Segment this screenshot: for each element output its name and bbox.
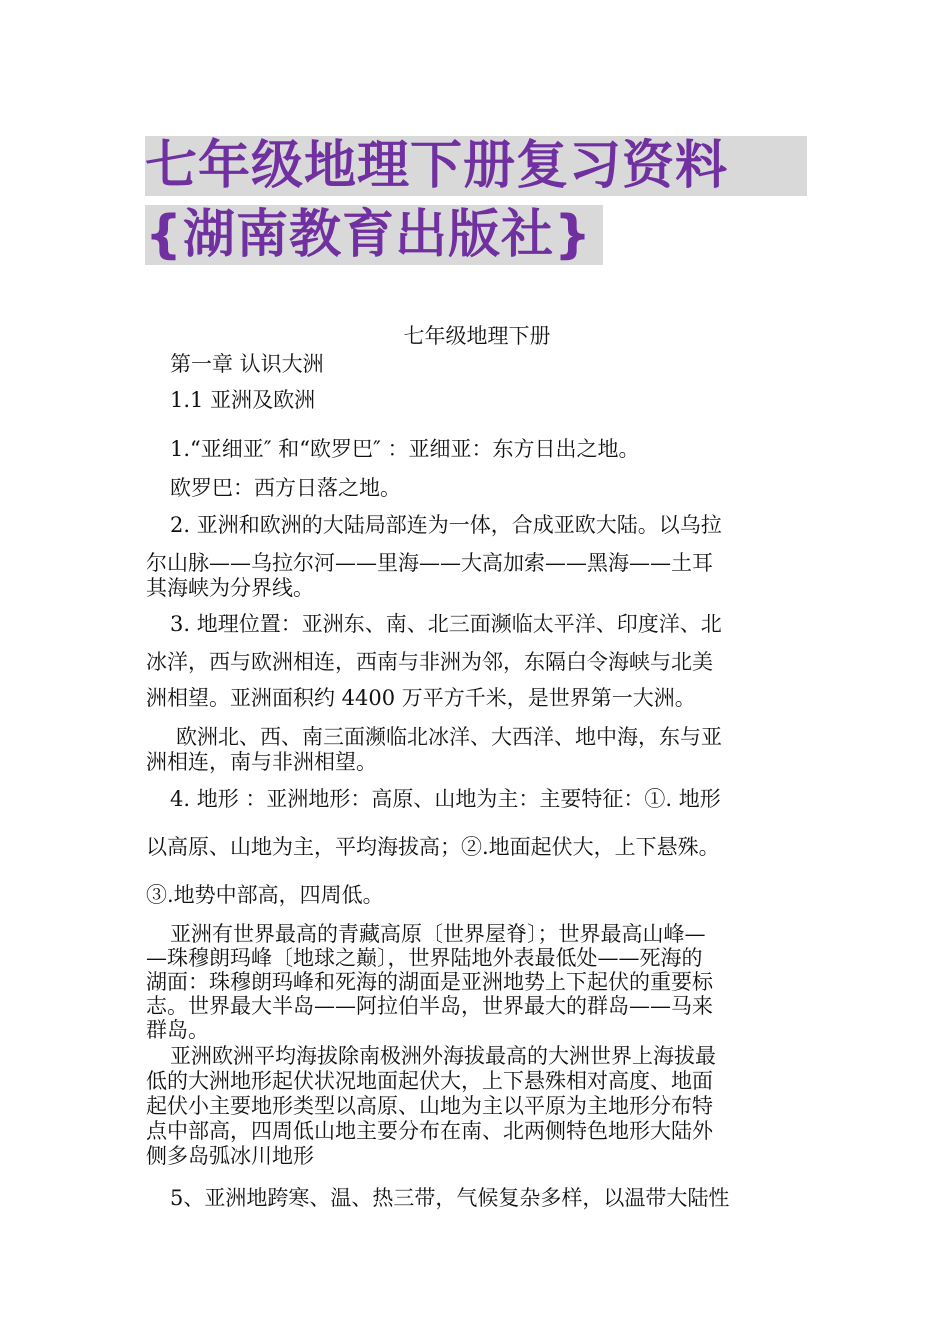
chapter-heading: 第一章 认识大洲	[170, 352, 324, 376]
paragraph-line: 3. 地理位置：亚洲东、南、北三面濒临太平洋、印度洋、北	[170, 612, 722, 636]
paragraph-line: 亚洲欧洲平均海拔除南极洲外海拔最高的大洲世界上海拔最	[170, 1044, 716, 1068]
paragraph-line: 5、亚洲地跨寒、温、热三带，气候复杂多样，以温带大陆性	[170, 1186, 730, 1210]
paragraph-line: 其海峡为分界线。	[146, 576, 314, 600]
section-heading: 1.1 亚洲及欧洲	[170, 388, 316, 412]
paragraph-line: 志。世界最大半岛——阿拉伯半岛，世界最大的群岛——马来	[146, 994, 713, 1018]
paragraph-line: 以高原、山地为主，平均海拔高；②.地面起伏大，上下悬殊。	[146, 835, 720, 859]
paragraph-line: 尔山脉——乌拉尔河——里海——大高加索——黑海——土耳	[146, 551, 713, 575]
paragraph-line: 4. 地形 ：亚洲地形：高原、山地为主：主要特征：①. 地形	[170, 787, 721, 811]
paragraph-line: —珠穆朗玛峰〔地球之巅〕，世界陆地外表最低处——死海的	[146, 946, 703, 970]
paragraph-line: 欧洲北、西、南三面濒临北冰洋、大西洋、地中海，东与亚	[176, 725, 722, 749]
paragraph-line: 洲相望。亚洲面积约 4400 万平方千米，是世界第一大洲。	[146, 686, 696, 710]
document-title-line-2: {湖南教育出版社}	[145, 205, 603, 265]
paragraph-line: 侧多岛弧冰川地形	[146, 1144, 314, 1168]
paragraph-line: 群岛。	[146, 1018, 209, 1042]
paragraph-line: 亚洲有世界最高的青藏高原〔世界屋脊〕；世界最高山峰—	[170, 922, 706, 946]
paragraph-line: 点中部高，四周低山地主要分布在南、北两侧特色地形大陆外	[146, 1119, 713, 1143]
paragraph-line: 湖面：珠穆朗玛峰和死海的湖面是亚洲地势上下起伏的重要标	[146, 970, 713, 994]
paragraph-line: 起伏小主要地形类型以高原、山地为主以平原为主地形分布特	[146, 1094, 713, 1118]
document-title-line-1: 七年级地理下册复习资料	[145, 136, 807, 196]
paragraph-line: 2. 亚洲和欧洲的大陆局部连为一体，合成亚欧大陆。以乌拉	[170, 513, 722, 537]
paragraph-line: 冰洋，西与欧洲相连，西南与非洲为邻，东隔白令海峡与北美	[146, 650, 713, 674]
paragraph-line: 欧罗巴：西方日落之地。	[170, 476, 401, 500]
paragraph-line: ③.地势中部高，四周低。	[146, 883, 384, 907]
paragraph-line: 低的大洲地形起伏状况地面起伏大，上下悬殊相对高度、地面	[146, 1069, 713, 1093]
paragraph-line: 洲相连，南与非洲相望。	[146, 750, 377, 774]
paragraph-line: 1.“亚细亚″ 和“欧罗巴″ ：亚细亚：东方日出之地。	[170, 437, 640, 461]
section-subtitle: 七年级地理下册	[403, 324, 551, 348]
